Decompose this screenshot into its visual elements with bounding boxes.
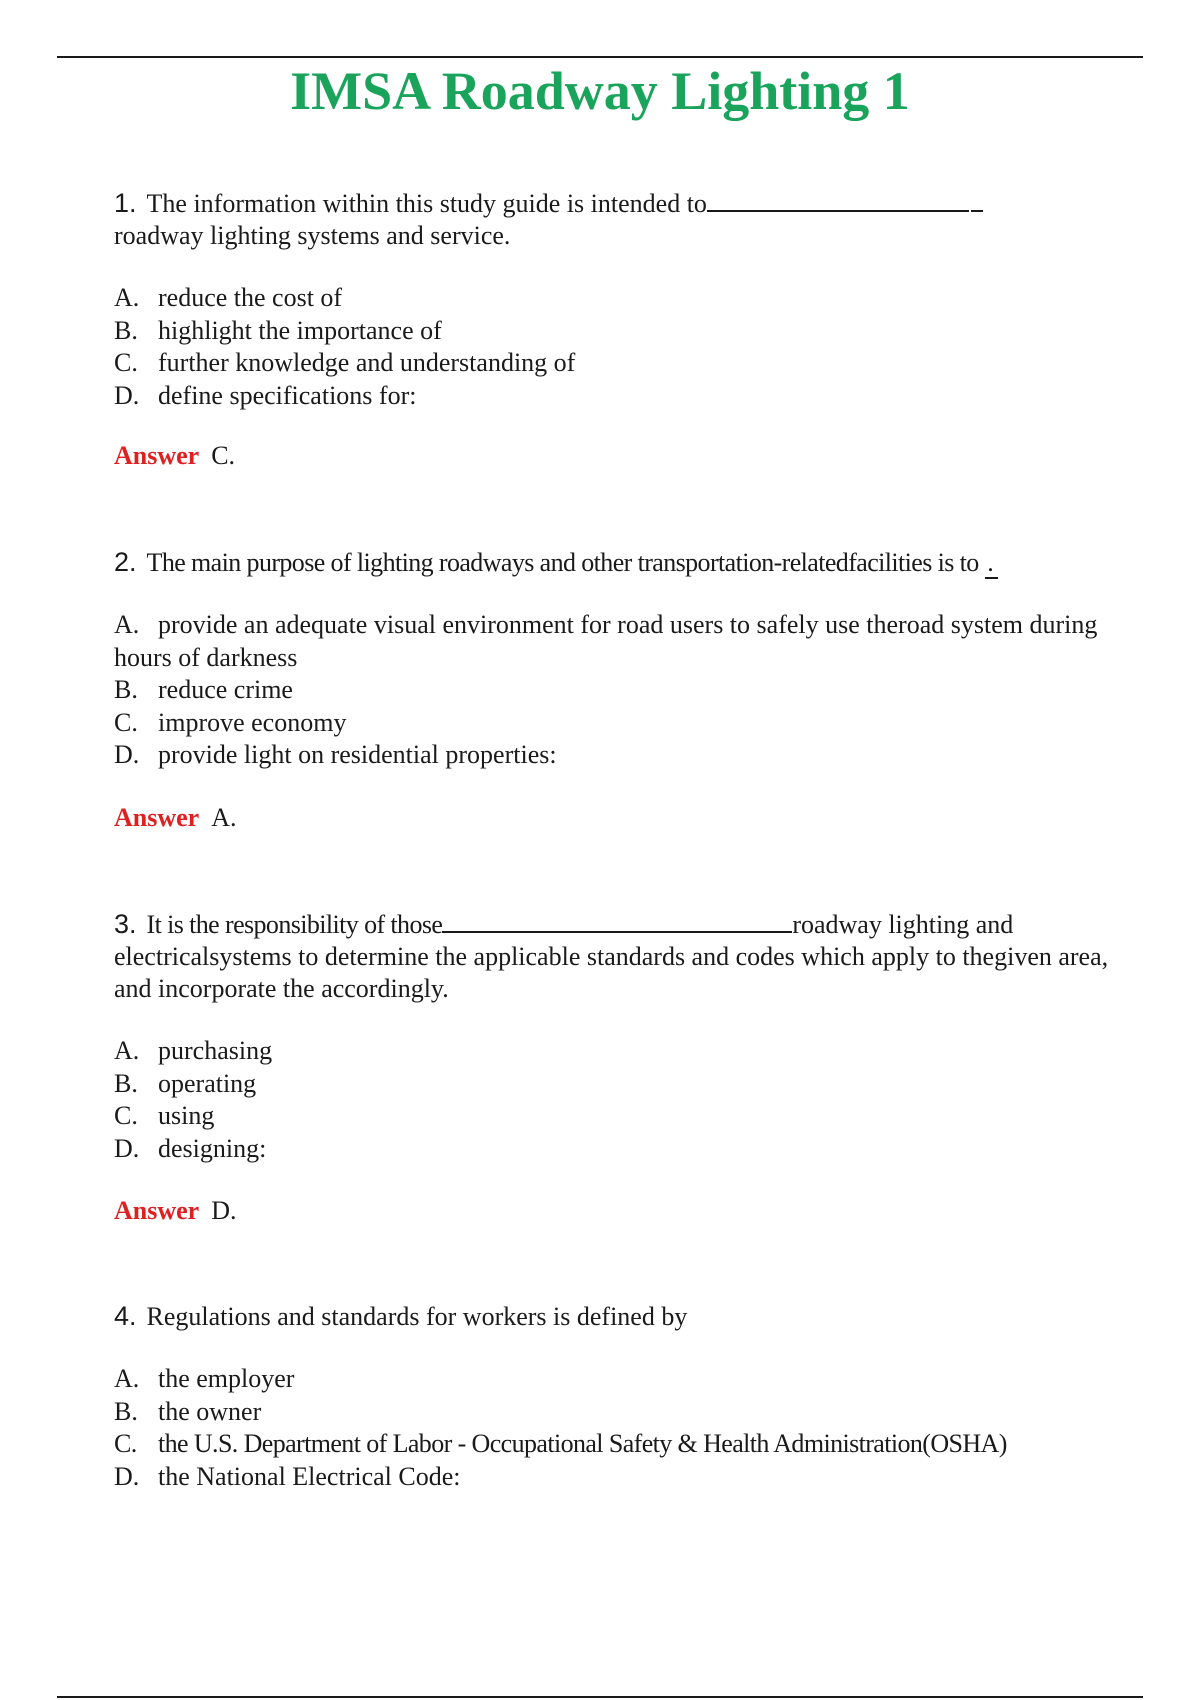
answer-line	[114, 440, 1124, 472]
question-1	[114, 186, 1124, 472]
question-stem	[114, 186, 1124, 252]
stem-text-after: .	[985, 548, 998, 579]
question-2	[114, 546, 1124, 834]
question-number: 4.	[114, 1301, 137, 1331]
answer-line	[114, 802, 1124, 834]
stem-text-before: It is the responsibility of those	[146, 910, 443, 939]
page-title: IMSA Roadway Lighting 1	[290, 61, 910, 121]
option-b: B. operating	[114, 1068, 257, 1098]
answer-blank-trail	[971, 186, 983, 212]
options-list	[114, 1363, 1124, 1493]
option-d: D. provide light on residential properties:	[114, 740, 557, 769]
option-c: C. the U.S. Department of Labor - Occupational Safety & Health Administration(OSHA)	[114, 1429, 1007, 1458]
option-d: D. define specifications for:	[114, 380, 417, 410]
question-stem	[114, 546, 1124, 579]
stem-text-before: The main purpose of lighting roadways and other transportation-relatedfacilities is to	[146, 548, 979, 577]
question-3	[114, 907, 1124, 1227]
options-list	[114, 609, 1124, 772]
question-stem	[114, 1300, 1124, 1333]
question-number: 3.	[114, 909, 137, 939]
option-a: A. reduce the cost of	[114, 283, 343, 312]
option-c: C. improve economy	[114, 707, 347, 737]
question-stem	[114, 907, 1124, 1005]
question-4	[114, 1300, 1124, 1493]
answer-blank	[707, 186, 969, 212]
bottom-rule	[57, 1696, 1143, 1698]
options-list	[114, 1035, 1124, 1165]
question-number: 2.	[114, 547, 137, 577]
option-c: C. using	[114, 1101, 215, 1130]
stem-text-after: roadway lighting systems and service.	[114, 221, 511, 250]
option-a: A. the employer	[114, 1364, 295, 1393]
options-list	[114, 282, 1124, 412]
option-a: A. provide an adequate visual environment for road users to safely use theroad system during hours of darkness	[114, 610, 1098, 672]
answer-value: A.	[211, 802, 237, 832]
answer-blank	[442, 907, 792, 933]
stem-text-before: The information within this study guide is intended to	[146, 189, 707, 218]
answer-line	[114, 1195, 1124, 1227]
answer-value: D.	[211, 1196, 237, 1225]
answer-value: C.	[211, 441, 236, 470]
stem-text-before: Regulations and standards for workers is defined by	[146, 1302, 688, 1331]
option-a: A. purchasing	[114, 1036, 273, 1065]
option-d: D. the National Electrical Code:	[114, 1461, 461, 1491]
answer-label: Answer	[114, 1196, 200, 1225]
option-b: B. reduce crime	[114, 675, 293, 704]
option-b: B. the owner	[114, 1396, 262, 1426]
question-number: 1.	[114, 188, 137, 218]
stem-text-after: roadway lighting and electricalsystems to determine the applicable standards and codes which apply to thegiven area, and incorporate the accordingly.	[114, 910, 1109, 1003]
option-b: B. highlight the importance of	[114, 315, 442, 345]
answer-label: Answer	[114, 441, 200, 470]
option-c: C. further knowledge and understanding of	[114, 348, 576, 377]
option-d: D. designing:	[114, 1133, 267, 1163]
answer-label: Answer	[114, 802, 200, 832]
